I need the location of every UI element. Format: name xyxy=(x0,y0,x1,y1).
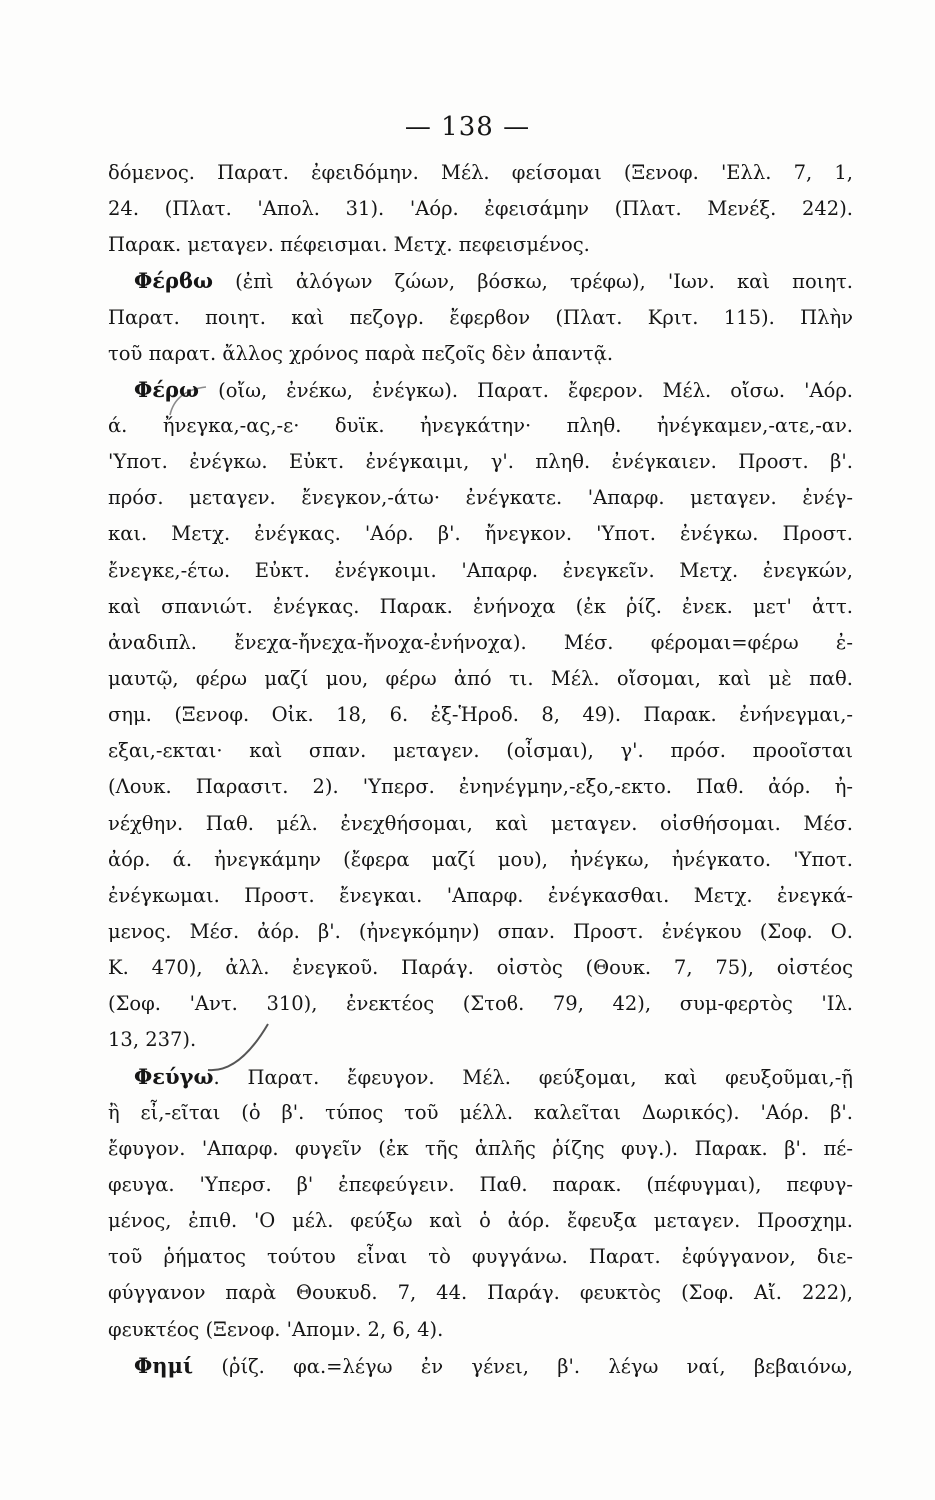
dictionary-text xyxy=(108,155,853,1384)
text-line: τοῦ ῥήματος τούτου εἶναι τὸ φυγγάνω. Παρατ. ἐφύγγανον, διε- xyxy=(108,1245,853,1269)
text-line: ἔφυγον. 'Απαρφ. φυγεῖν (ἐκ τῆς ἁπλῆς ῥίζης φυγ.). Παρακ. β'. πέ- xyxy=(108,1136,853,1160)
text-line: και. Μετχ. ἐνέγκας. 'Αόρ. β'. ἤνεγκον. 'Υποτ. ἐνέγκω. Προστ. xyxy=(108,522,853,546)
entry-fimi xyxy=(108,1348,853,1384)
text-line: ἀναδιπλ. ἔνεχα-ἤνεχα-ἤνοχα-ἐνήνοχα). Μέσ. φέρομαι=φέρω ἐ- xyxy=(108,630,853,654)
text-line: Παρατ. ποιητ. καὶ πεζογρ. ἔφερϐον (Πλατ. Κριτ. 115). Πλὴν xyxy=(108,305,853,329)
text-line: καὶ σπανιώτ. ἐνέγκας. Παρακ. ἐνήνοχα (ἐκ ῥίζ. ἐνεκ. μετ' ἀττ. xyxy=(108,594,853,618)
text-line: νέχθην. Παθ. μέλ. ἐνεχθήσομαι, καὶ μεταγεν. οἰσθήσομαι. Μέσ. xyxy=(108,811,853,835)
entry-text: . Παρατ. ἔφευγον. Μέλ. φεύξομαι, καὶ φευξοῦμαι,-ῇ xyxy=(213,1065,853,1089)
text-line: 13, 237). xyxy=(108,1028,197,1052)
text-line: 'Υποτ. ἐνέγκω. Εὐκτ. ἐνέγκαιμι, γ'. πληθ. ἐνέγκαιεν. Προστ. β'. xyxy=(108,450,853,474)
entry-text: (οἴω, ἐνέκω, ἐνέγκω). Παρατ. ἔφερον. Μέλ. οἴσω. 'Αόρ. xyxy=(199,378,853,402)
text-line: μαυτῷ, φέρω μαζί μου, φέρω ἀπό τι. Μέλ. οἴσομαι, καὶ μὲ παθ. xyxy=(108,666,853,690)
text-line: φευκτέος (Ξενοφ. 'Απομν. 2, 6, 4). xyxy=(108,1317,444,1341)
text-line: πρόσ. μεταγεν. ἔνεγκον,-άτω· ἐνέγκατε. 'Απαρφ. μεταγεν. ἐνέγ- xyxy=(108,486,853,510)
text-line: μενος. Μέσ. ἀόρ. β'. (ἠνεγκόμην) σπαν. Προστ. ἐνέγκου (Σοφ. Ο. xyxy=(108,919,853,943)
text-line: δόμενος. Παρατ. ἐφειδόμην. Μέλ. φείσομαι (Ξενοφ. 'Ελλ. 7, 1, xyxy=(108,161,853,184)
text-line: τοῦ παρατ. ἄλλος χρόνος παρὰ πεζοῖς δὲν ἀπαντᾷ. xyxy=(108,341,614,365)
headword: Φέρω xyxy=(134,376,200,402)
headword: Φημί xyxy=(134,1352,194,1378)
text-line: ἀόρ. ά. ἠνεγκάμην (ἔφερα μαζί μου), ἠνέγκω, ἠνέγκατο. 'Υποτ. xyxy=(108,847,853,871)
entry-ferbo xyxy=(108,263,853,299)
text-line: φύγγανον παρὰ Θουκυδ. 7, 44. Παράγ. φευκτὸς (Σοφ. Αἴ. 222), xyxy=(108,1281,853,1305)
text-line: μένος, ἐπιθ. 'Ο μέλ. φεύξω καὶ ὁ ἀόρ. ἔφευξα μεταγεν. Προσχημ. xyxy=(108,1209,853,1233)
text-line: ἐνέγκωμαι. Προστ. ἔνεγκαι. 'Απαρφ. ἐνέγκασθαι. Μετχ. ἐνεγκά- xyxy=(108,883,853,907)
headword: Φέρϐω xyxy=(134,268,214,294)
text-line: ἔνεγκε,-έτω. Εὐκτ. ἐνέγκοιμι. 'Απαρφ. ἐνεγκεῖν. Μετχ. ἐνεγκών, xyxy=(108,558,853,582)
text-line: Κ. 470), ἀλλ. ἐνεγκοῦ. Παράγ. οἰστὸς (Θουκ. 7, 75), οἰστέος xyxy=(108,956,853,980)
text-line: ά. ἤνεγκα,-ας,-ε· δυϊκ. ἠνεγκάτην· πληθ. ἠνέγκαμεν,-ατε,-αν. xyxy=(108,413,853,437)
entry-fero xyxy=(108,372,853,408)
entry-feugo xyxy=(108,1059,853,1095)
page-number: — 138 — xyxy=(404,112,531,142)
entry-text: (ῥίζ. φα.=λέγω ἐν γένει, β'. λέγω ναί, βεβαιόνω, xyxy=(193,1354,853,1378)
text-line: ἢ εἶ,-εῖται (ὁ β'. τύπος τοῦ μέλλ. καλεῖται Δωρικός). 'Αόρ. β'. xyxy=(108,1100,853,1124)
text-line: εξαι,-εκται· καὶ σπαν. μεταγεν. (οἶσμαι), γ'. πρόσ. προοῖσται xyxy=(108,739,853,763)
text-line: (Σοφ. 'Αντ. 310), ἐνεκτέος (Στοϐ. 79, 42), συμ-φερτὸς 'Ιλ. xyxy=(108,992,853,1016)
text-line: σημ. (Ξενοφ. Οἰκ. 18, 6. ἐξ-Ἡροδ. 8, 49). Παρακ. ἐνήνεγμαι,- xyxy=(108,703,853,727)
entry-text: (ἐπὶ ἀλόγων ζώων, βόσκω, τρέφω), 'Ιων. καὶ ποιητ. xyxy=(213,270,853,294)
headword: Φεύγω xyxy=(134,1063,214,1089)
text-line: Παρακ. μεταγεν. πέφεισμαι. Μετχ. πεφεισμένος. xyxy=(108,233,590,257)
text-line: φευγα. 'Υπερσ. β' ἐπεφεύγειν. Παθ. παρακ. (πέφυγμαι), πεφυγ- xyxy=(108,1172,853,1196)
text-line: 24. (Πλατ. 'Απολ. 31). 'Αόρ. ἐφεισάμην (Πλατ. Μενέξ. 242). xyxy=(108,197,853,221)
text-line: (Λουκ. Παρασιτ. 2). 'Υπερσ. ἐνηνέγμην,-εξο,-εκτο. Παθ. ἀόρ. ἠ- xyxy=(108,775,853,799)
